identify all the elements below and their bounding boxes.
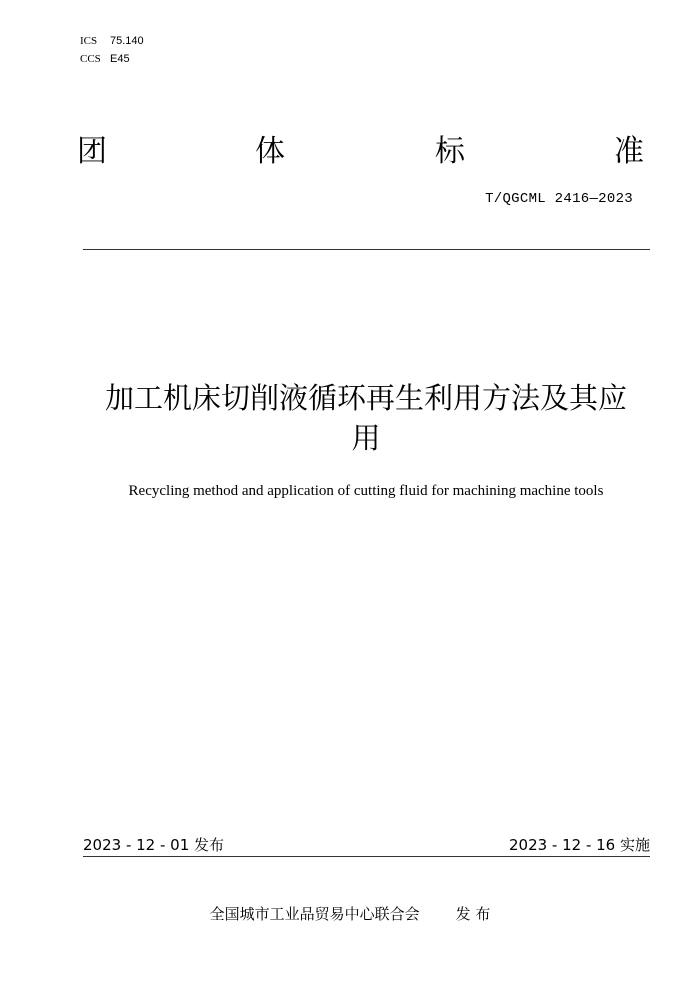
ccs-code bbox=[80, 52, 130, 66]
publisher bbox=[0, 903, 700, 924]
ics-value: 75.140 bbox=[110, 35, 144, 47]
publisher-name: 全国城市工业品贸易中心联合会 bbox=[209, 905, 420, 923]
standard-type-char-4: 准 bbox=[614, 134, 644, 169]
header-divider bbox=[83, 249, 650, 250]
document-title-en: Recycling method and application of cutting fluid for machining machine tools bbox=[128, 483, 604, 499]
standard-type-char-3: 标 bbox=[435, 134, 465, 169]
standard-type-char-2: 体 bbox=[255, 134, 285, 169]
standard-number: T/QGCML 2416—2023 bbox=[485, 191, 633, 207]
ics-code bbox=[80, 34, 144, 48]
standard-type-char-1: 团 bbox=[77, 134, 107, 169]
publish-date: 2023 - 12 - 01 发布 bbox=[83, 836, 225, 854]
title-zh-line-2: 用 bbox=[351, 421, 381, 455]
ics-label: ICS bbox=[80, 35, 98, 47]
implement-date: 2023 - 12 - 16 实施 bbox=[508, 836, 650, 854]
ccs-label: CCS bbox=[80, 53, 101, 65]
publisher-action: 发 布 bbox=[455, 905, 491, 923]
ccs-value: E45 bbox=[110, 53, 130, 65]
footer-divider bbox=[83, 856, 650, 857]
title-zh-line-1: 加工机床切削液循环再生利用方法及其应 bbox=[104, 381, 627, 415]
document-title-zh bbox=[60, 378, 672, 458]
